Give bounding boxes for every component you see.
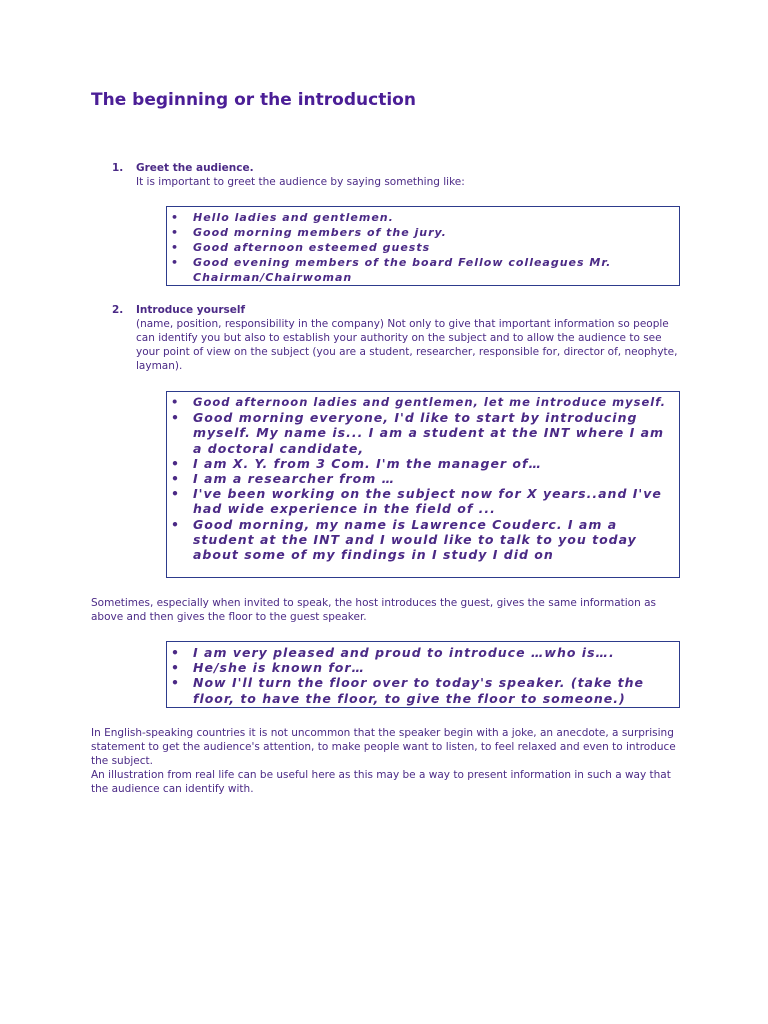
- list-item: • He/she is known for…: [171, 660, 366, 676]
- bullet-icon: •: [171, 645, 180, 660]
- bullet-icon: •: [171, 516, 180, 532]
- section-heading: Greet the audience.: [136, 162, 254, 174]
- bullet-icon: •: [171, 256, 180, 269]
- host-examples-box: [166, 641, 680, 708]
- bullet-icon: •: [171, 486, 180, 502]
- bullet-icon: •: [171, 410, 180, 426]
- page-title: The beginning or the introduction: [91, 90, 416, 110]
- closing-paragraph: An illustration from real life can be useful here as this may be a way to present information in such a way that the audience can identify with.: [91, 769, 671, 795]
- list-item: • Good afternoon ladies and gentlemen, let me introduce myself.: [171, 395, 666, 409]
- list-item: • Hello ladies and gentlemen.: [171, 211, 394, 224]
- list-item: • Good evening members of the board Fellow colleagues Mr. Chairman/Chairwoman: [171, 256, 612, 284]
- bullet-icon: •: [171, 455, 180, 471]
- section-text: (name, position, responsibility in the company) Not only to give that important information so people can identify you but also to establish your authority on the subject and to allow the audience to see your point of view on the subject (you are a student, researcher, responsible for, director of, neophyte, layman).: [136, 318, 678, 372]
- bullet-icon: •: [171, 675, 180, 691]
- introduce-examples-box: [166, 391, 680, 578]
- section-text: It is important to greet the audience by saying something like:: [136, 176, 465, 188]
- greeting-examples-box: [166, 206, 680, 286]
- list-item: • Good afternoon esteemed guests: [171, 241, 431, 254]
- list-item: • I am a researcher from …: [171, 471, 396, 487]
- bullet-icon: •: [171, 660, 180, 676]
- section-number: 1.: [112, 162, 124, 174]
- list-item: • Good morning members of the jury.: [171, 226, 447, 239]
- closing-paragraph: In English-speaking countries it is not uncommon that the speaker begin with a joke, an anecdote, a surprising statement to get the audience's attention, to make people want to listen, to feel relaxed and even to introduce the subject.: [91, 727, 676, 767]
- bullet-icon: •: [171, 395, 180, 409]
- list-item: • Now I'll turn the floor over to today's speaker. (take the floor, to have the floor, to give the floor to someone.): [171, 675, 645, 706]
- bullet-icon: •: [171, 226, 180, 239]
- bullet-icon: •: [171, 211, 180, 224]
- host-paragraph: Sometimes, especially when invited to speak, the host introduces the guest, gives the same information as above and then gives the floor to the guest speaker.: [91, 597, 657, 623]
- list-item: • Good morning everyone, I'd like to start by introducing myself. My name is... I am a student at the INT where I am a doctoral candidate,: [171, 410, 665, 456]
- list-item: • I've been working on the subject now for X years..and I've had wide experience in the field of ...: [171, 486, 662, 517]
- section-heading: Introduce yourself: [136, 304, 246, 316]
- list-item: • I am X. Y. from 3 Com. I'm the manager of…: [171, 455, 542, 471]
- section-number: 2.: [112, 304, 124, 316]
- list-item: • Good morning, my name is Lawrence Couderc. I am a student at the INT and I would like to talk to you today about some of my findings in I study I did on: [171, 516, 637, 563]
- bullet-icon: •: [171, 471, 180, 487]
- list-item: • I am very pleased and proud to introduce …who is….: [171, 645, 615, 660]
- bullet-icon: •: [171, 241, 180, 254]
